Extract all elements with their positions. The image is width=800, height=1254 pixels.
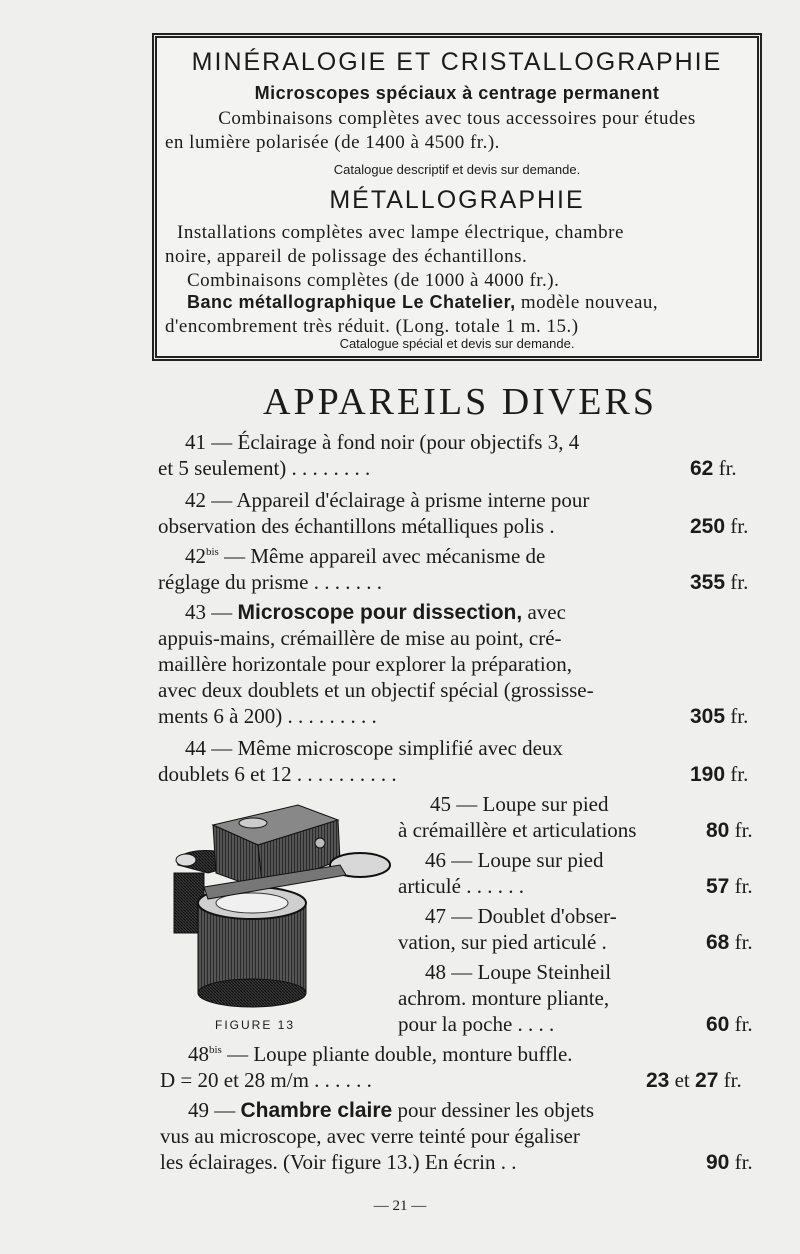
- item-44-price-value: 190: [690, 763, 726, 786]
- item-47-line-2: vation, sur pied articulé .: [398, 930, 607, 954]
- item-46-line-1: 46 — Loupe sur pied: [425, 848, 604, 872]
- item-48bis-suffix: bis: [209, 1044, 222, 1056]
- item-49-line-3: les éclairages. (Voir figure 13.) En écrin . .: [160, 1150, 517, 1174]
- currency-label: fr.: [734, 1150, 753, 1174]
- page-number: — 21 —: [373, 1198, 427, 1214]
- metallography-text-1: Installations complètes avec lampe électrique, chambre: [177, 222, 624, 243]
- metallography-catalogue-note: Catalogue spécial et devis sur demande.: [339, 336, 575, 351]
- item-43-number: 43 —: [185, 600, 238, 624]
- mineralogy-heading: MINÉRALOGIE ET CRISTALLOGRAPHIE: [191, 48, 723, 76]
- figure-caption: FIGURE 13: [215, 1018, 296, 1032]
- item-46-price-value: 57: [706, 875, 730, 898]
- item-48bis-number: 48: [188, 1042, 209, 1066]
- item-43-product-name: Microscope pour dissection,: [237, 601, 523, 624]
- item-41-price-value: 62: [690, 457, 714, 480]
- item-42-price: [690, 514, 748, 539]
- item-43-text-rest: avec: [522, 600, 566, 624]
- currency-label: fr.: [730, 704, 749, 728]
- item-42-price-value: 250: [690, 515, 726, 538]
- item-45-line-1: 45 — Loupe sur pied: [430, 792, 609, 816]
- item-49-price-value: 90: [706, 1151, 730, 1174]
- metallography-text-3: Combinaisons complètes (de 1000 à 4000 fr.).: [187, 270, 560, 291]
- metallography-text-5: d'encombrement très réduit. (Long. totale 1 m. 15.): [165, 316, 579, 337]
- item-48bis-price-b: 27: [695, 1069, 719, 1092]
- item-49-price: [706, 1150, 753, 1175]
- item-48bis-text: — Loupe pliante double, monture buffle.: [221, 1042, 573, 1066]
- item-43-price: [690, 704, 748, 729]
- item-48-price: [706, 1012, 753, 1037]
- item-43-line-1: [185, 600, 566, 625]
- currency-label: fr.: [734, 1012, 753, 1036]
- item-48-line-3: pour la poche . . . .: [398, 1012, 555, 1036]
- item-48-price-value: 60: [706, 1013, 730, 1036]
- currency-label: fr.: [734, 818, 753, 842]
- figure-13-loupe-illustration: [168, 795, 398, 1015]
- item-45-price: [706, 818, 753, 843]
- mineralogy-text-2: en lumière polarisée (de 1400 à 4500 fr.).: [165, 132, 500, 153]
- item-41-line-2: et 5 seulement) . . . . . . . .: [158, 456, 371, 480]
- item-42bis-number: 42: [185, 544, 206, 568]
- mineralogy-subheading: Microscopes spéciaux à centrage permanent: [254, 83, 660, 103]
- le-chatelier-bench: Banc métallographique Le Chatelier,: [187, 292, 516, 312]
- item-48-line-1: 48 — Loupe Steinheil: [425, 960, 612, 984]
- item-49-line-2: vus au microscope, avec verre teinté pour égaliser: [160, 1124, 580, 1148]
- currency-label: fr.: [730, 514, 749, 538]
- item-47-line-1: 47 — Doublet d'obser-: [425, 904, 617, 928]
- item-46-line-2: articulé . . . . . .: [398, 874, 524, 898]
- item-42bis-price-value: 355: [690, 571, 726, 594]
- item-42-line-1: 42 — Appareil d'éclairage à prisme interne pour: [185, 488, 590, 512]
- item-49-line-1: [188, 1098, 594, 1123]
- item-41-line-1: 41 — Éclairage à fond noir (pour objectifs 3, 4: [185, 430, 580, 454]
- item-47-price: [706, 930, 753, 955]
- item-47-price-value: 68: [706, 931, 730, 954]
- item-48bis-price: [646, 1068, 742, 1093]
- item-48bis-price-conjunction: et: [669, 1068, 696, 1092]
- currency-label: fr.: [734, 930, 753, 954]
- metallography-text-4-rest: modèle nouveau,: [515, 292, 659, 313]
- metallography-heading: MÉTALLOGRAPHIE: [329, 186, 585, 214]
- currency-label: fr.: [730, 570, 749, 594]
- item-46-price: [706, 874, 753, 899]
- currency-label: fr.: [730, 762, 749, 786]
- item-42bis-line-2: réglage du prisme . . . . . . .: [158, 570, 382, 594]
- item-48-line-2: achrom. monture pliante,: [398, 986, 610, 1010]
- item-44-line-2: doublets 6 et 12 . . . . . . . . . .: [158, 762, 397, 786]
- item-41-price: [690, 456, 737, 481]
- item-42-line-2: observation des échantillons métalliques polis .: [158, 514, 555, 538]
- item-45-price-value: 80: [706, 819, 730, 842]
- item-48bis-line-1: [188, 1042, 573, 1067]
- section-title: APPAREILS DIVERS: [263, 381, 657, 423]
- mineralogy-text-1: Combinaisons complètes avec tous accessoires pour études: [218, 108, 696, 129]
- item-43-price-value: 305: [690, 705, 726, 728]
- item-42bis-text: — Même appareil avec mécanisme de: [218, 544, 546, 568]
- item-44-line-1: 44 — Même microscope simplifié avec deux: [185, 736, 563, 760]
- advertisement-box: [155, 36, 759, 358]
- item-43-line-5: ments 6 à 200) . . . . . . . . .: [158, 704, 377, 728]
- metallography-text-2: noire, appareil de polissage des échantillons.: [165, 246, 528, 267]
- item-43-line-3: maillère horizontale pour explorer la préparation,: [158, 652, 572, 676]
- item-42bis-line-1: [185, 544, 545, 569]
- item-44-price: [690, 762, 748, 787]
- mineralogy-catalogue-note: Catalogue descriptif et devis sur demande.: [333, 162, 581, 177]
- item-49-text-rest: pour dessiner les objets: [392, 1098, 595, 1122]
- currency-label: fr.: [723, 1068, 742, 1092]
- item-43-line-4: avec deux doublets et un objectif spécial (grossisse-: [158, 678, 594, 702]
- item-49-number: 49 —: [188, 1098, 241, 1122]
- item-42bis-price: [690, 570, 748, 595]
- currency-label: fr.: [734, 874, 753, 898]
- item-48bis-price-a: 23: [646, 1069, 670, 1092]
- item-45-line-2: à crémaillère et articulations: [398, 818, 637, 842]
- item-49-product-name: Chambre claire: [240, 1099, 393, 1122]
- currency-label: fr.: [718, 456, 737, 480]
- metallography-text-4: [187, 292, 757, 314]
- item-43-line-2: appuis-mains, crémaillère de mise au point, cré-: [158, 626, 562, 650]
- item-42bis-suffix: bis: [206, 546, 219, 558]
- item-48bis-line-2: D = 20 et 28 m/m . . . . . .: [160, 1068, 372, 1092]
